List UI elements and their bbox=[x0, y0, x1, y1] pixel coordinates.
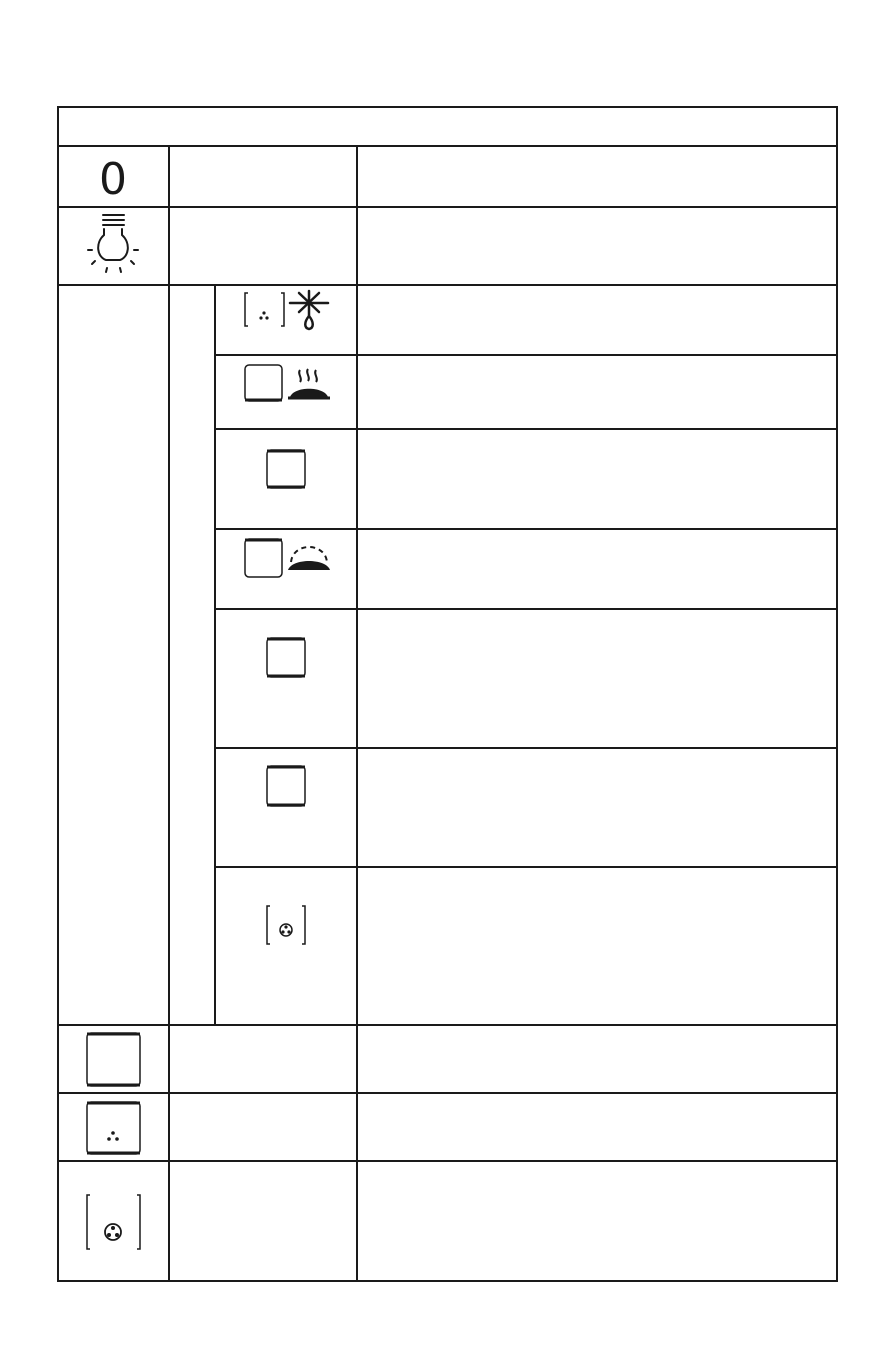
top-bottom-heat-icon bbox=[267, 450, 305, 488]
top-bottom-heat-icon bbox=[267, 638, 305, 677]
top-heat-icon bbox=[245, 539, 330, 577]
top-bottom-heat-fan-icon bbox=[87, 1102, 140, 1154]
fan-defrost-icon bbox=[245, 291, 328, 329]
hot-air-fan-icon bbox=[267, 906, 305, 944]
table-grid bbox=[58, 107, 837, 1281]
bottom-heat-icon bbox=[245, 365, 330, 401]
lamp-icon bbox=[88, 215, 138, 272]
table-border bbox=[58, 107, 837, 1281]
zero-symbol: 0 bbox=[99, 154, 127, 205]
hot-air-fan-icon bbox=[87, 1195, 140, 1249]
top-bottom-heat-icon bbox=[87, 1033, 140, 1086]
top-bottom-heat-icon bbox=[267, 766, 305, 806]
